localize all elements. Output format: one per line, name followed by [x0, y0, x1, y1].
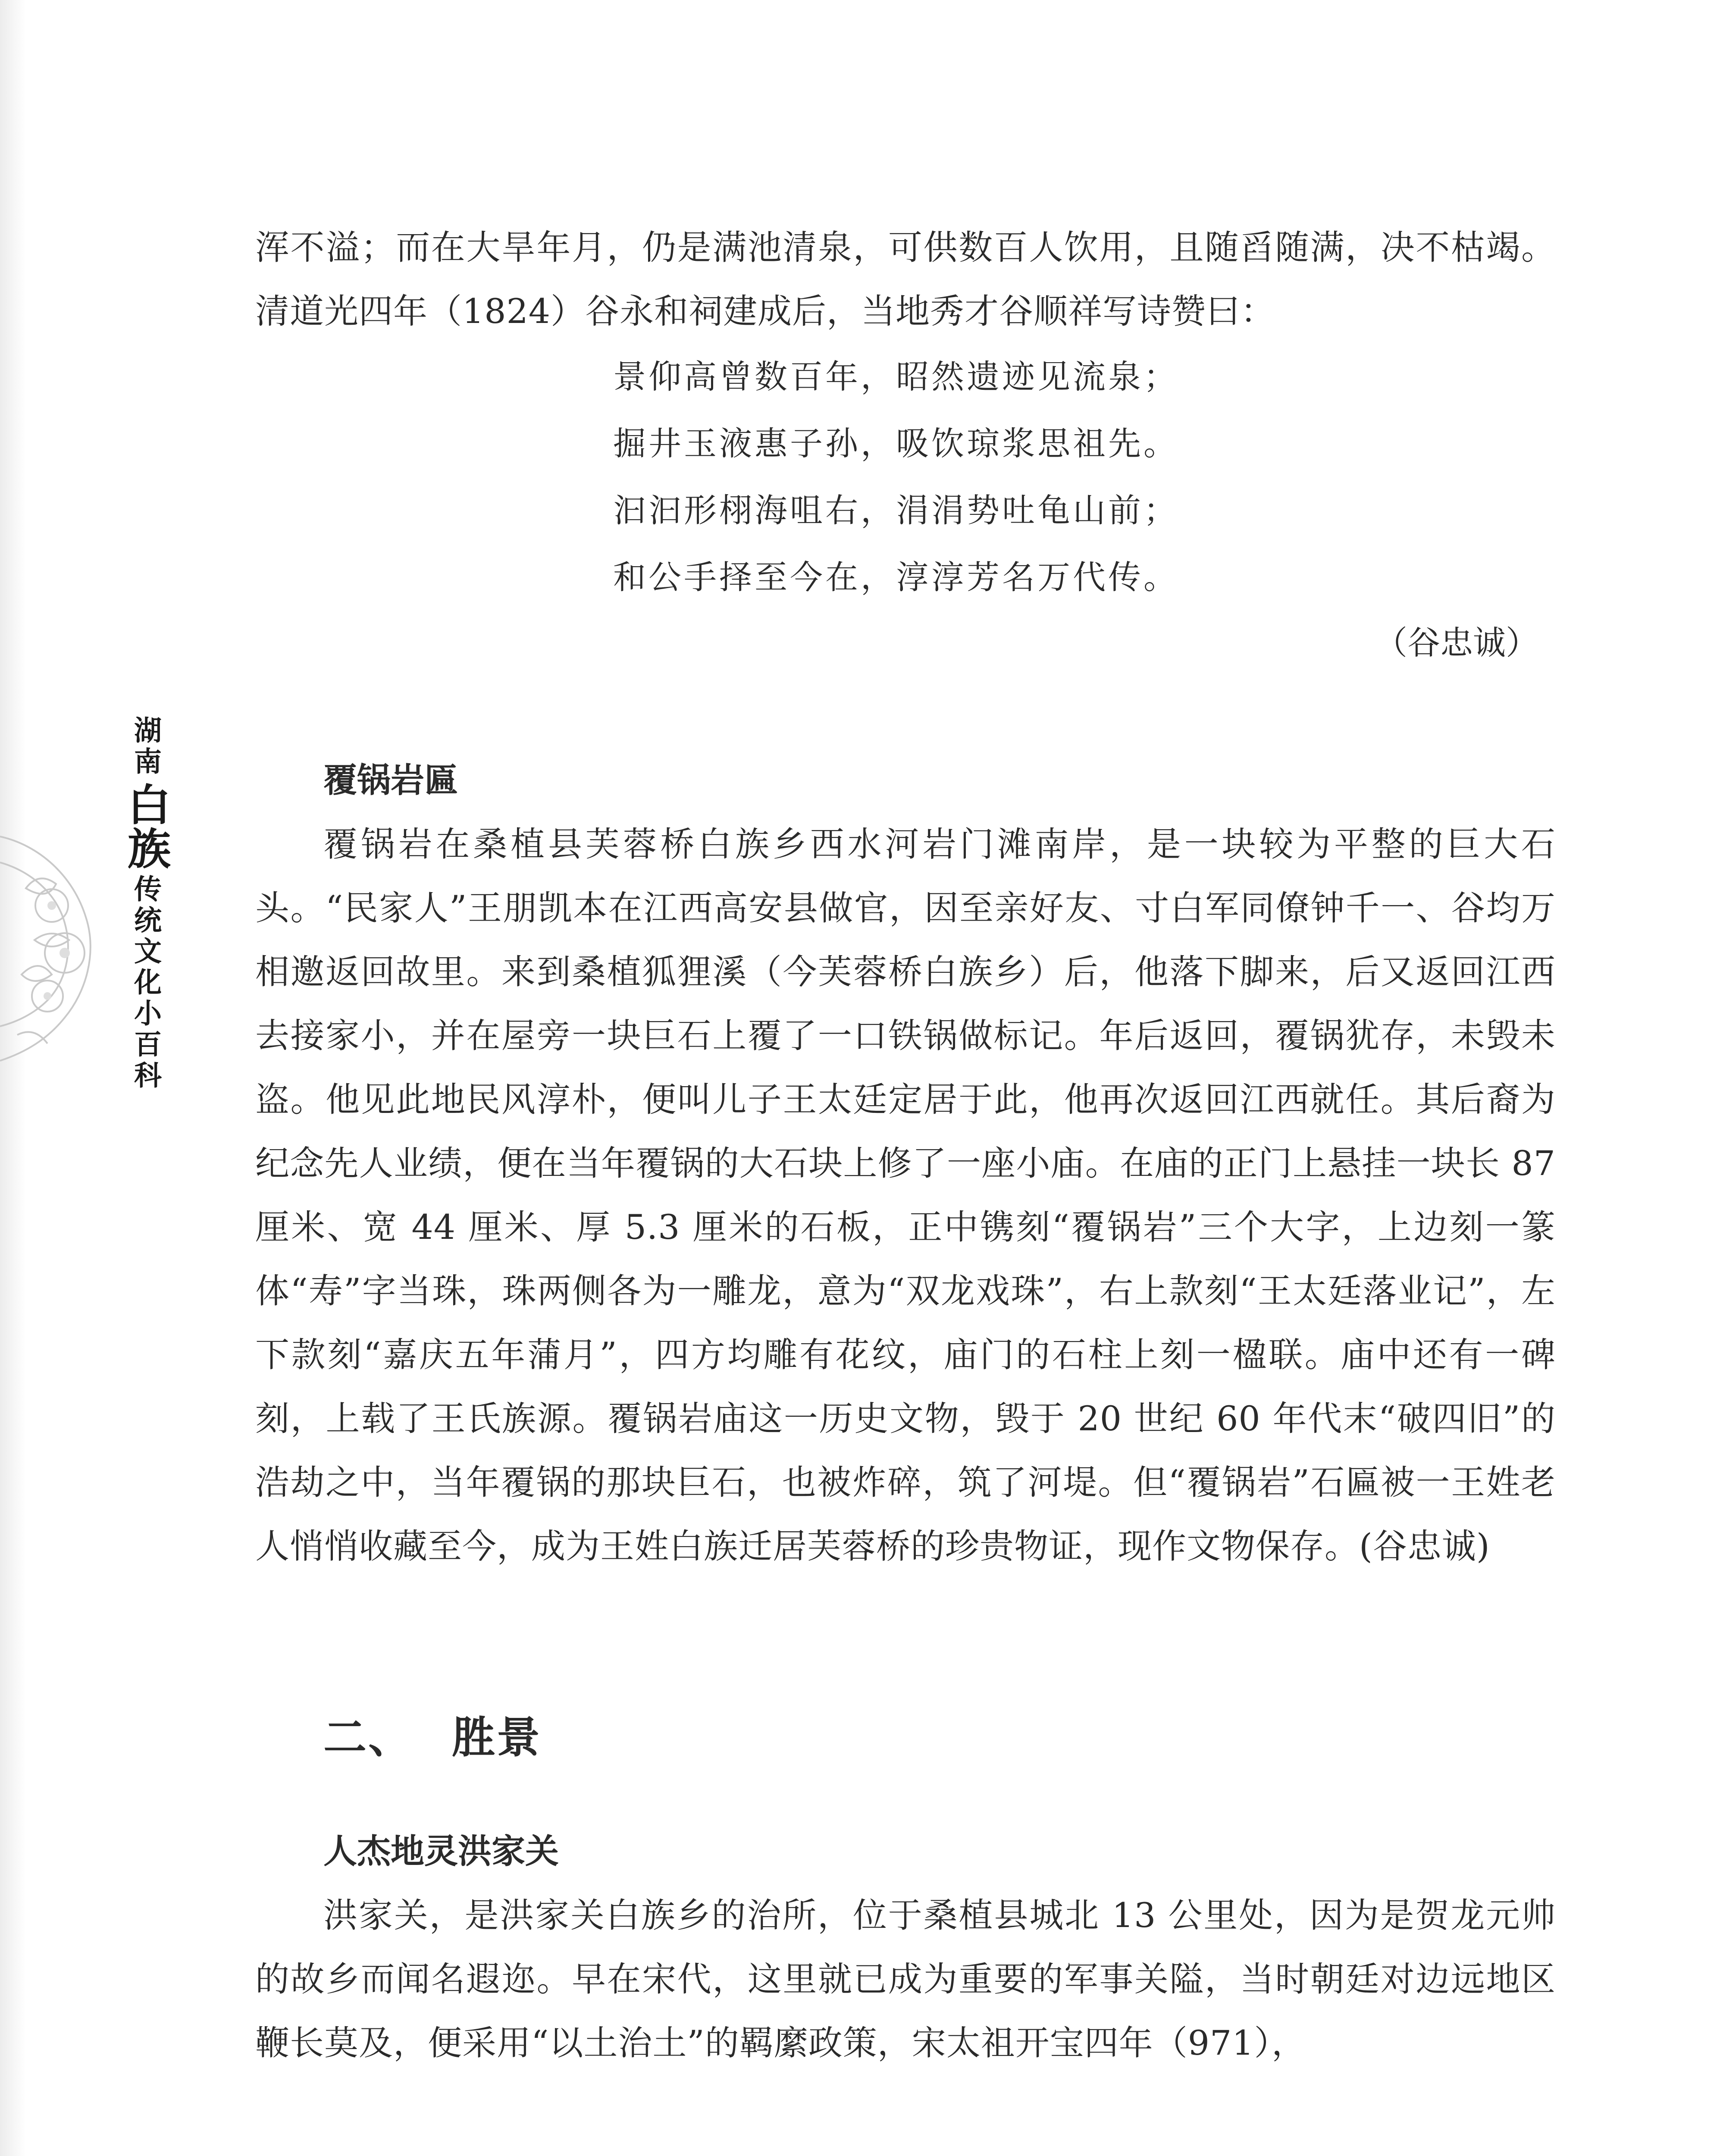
vertical-book-title — [113, 716, 178, 1092]
section-title-fuguoyan: 覆锅岩匾 — [323, 761, 458, 800]
section-body-fuguoyan: 覆锅岩在桑植县芙蓉桥白族乡西水河岩门滩南岸，是一块较为平整的巨大石头。“民家人”王朋凯本在江西高安县做官，因至亲好友、寸白军同僚钟千一、谷均万相邀返回故里。来到桑植狐狸溪（今芙蓉桥白族乡）后，他落下脚来，后又返回江西去接家小，并在屋旁一块巨石上覆了一口铁锅做标记。年后返回，覆锅犹存，未毁未盗。他见此地民风淳朴，便叫儿子王太廷定居于此，他再次返回江西就任。其后裔为纪念先人业绩，便在当年覆锅的大石块上修了一座小庙。在庙的正门上悬挂一块长 87 厘米、宽 44 厘米、厚 5.3 厘米的石板，正中镌刻“覆锅岩”三个大字，上边刻一篆体“寿”字当珠，珠两侧各为一雕龙，意为“双龙戏珠”，右上款刻“王太廷落业记”，左下款刻“嘉庆五年蒲月”，四方均雕有花纹，庙门的石柱上刻一楹联。庙中还有一碑刻，上载了王氏族源。覆锅岩庙这一历史文物，毁于 20 世纪 60 年代末“破四旧”的浩劫之中，当年覆锅的那块巨石，也被炸碎，筑了河堤。但“覆锅岩”石匾被一王姓老人悄悄收藏至今，成为王姓白族迁居芙蓉桥的珍贵物证，现作文物保存。(谷忠诚) — [255, 824, 1556, 1566]
chapter-title: 胜景 — [452, 1712, 542, 1763]
side-title-hunan: 湖南 — [129, 716, 161, 778]
side-title-baizu: 白族 — [120, 782, 171, 870]
poem-line: 掘井玉液惠子孙，吸饮琼浆思祖先。 — [613, 424, 1179, 463]
side-title-rest: 传统文化小百科 — [129, 874, 161, 1092]
floral-ornament-icon — [0, 811, 108, 1087]
section-title-hongjiaguan: 人杰地灵洪家关 — [323, 1832, 559, 1871]
chapter-number: 二、 — [323, 1712, 413, 1763]
poem-attribution: （谷忠诚） — [1375, 624, 1538, 662]
opening-paragraph: 浑不溢；而在大旱年月，仍是满池清泉，可供数百人饮用，且随舀随满，决不枯竭。清道光四年（1824）谷永和祠建成后，当地秀才谷顺祥写诗赞曰： — [255, 228, 1556, 331]
poem-line: 景仰高曾数百年，昭然遗迹见流泉； — [613, 357, 1179, 396]
section-body-hongjiaguan: 洪家关，是洪家关白族乡的治所，位于桑植县城北 13 公里处，因为是贺龙元帅的故乡而闻名遐迩。早在宋代，这里就已成为重要的军事关隘，当时朝廷对边远地区鞭长莫及，便采用“以土治土”的羁縻政策，宋太祖开宝四年（971）， — [255, 1896, 1556, 2063]
poem-line: 和公手择至今在，淳淳芳名万代传。 — [613, 558, 1179, 596]
page-content — [255, 216, 1556, 2075]
poem-line: 汩汩形栩海咀右，涓涓势吐龟山前； — [613, 491, 1179, 530]
chapter-heading — [255, 1703, 1556, 1772]
poem-block — [255, 343, 1556, 611]
